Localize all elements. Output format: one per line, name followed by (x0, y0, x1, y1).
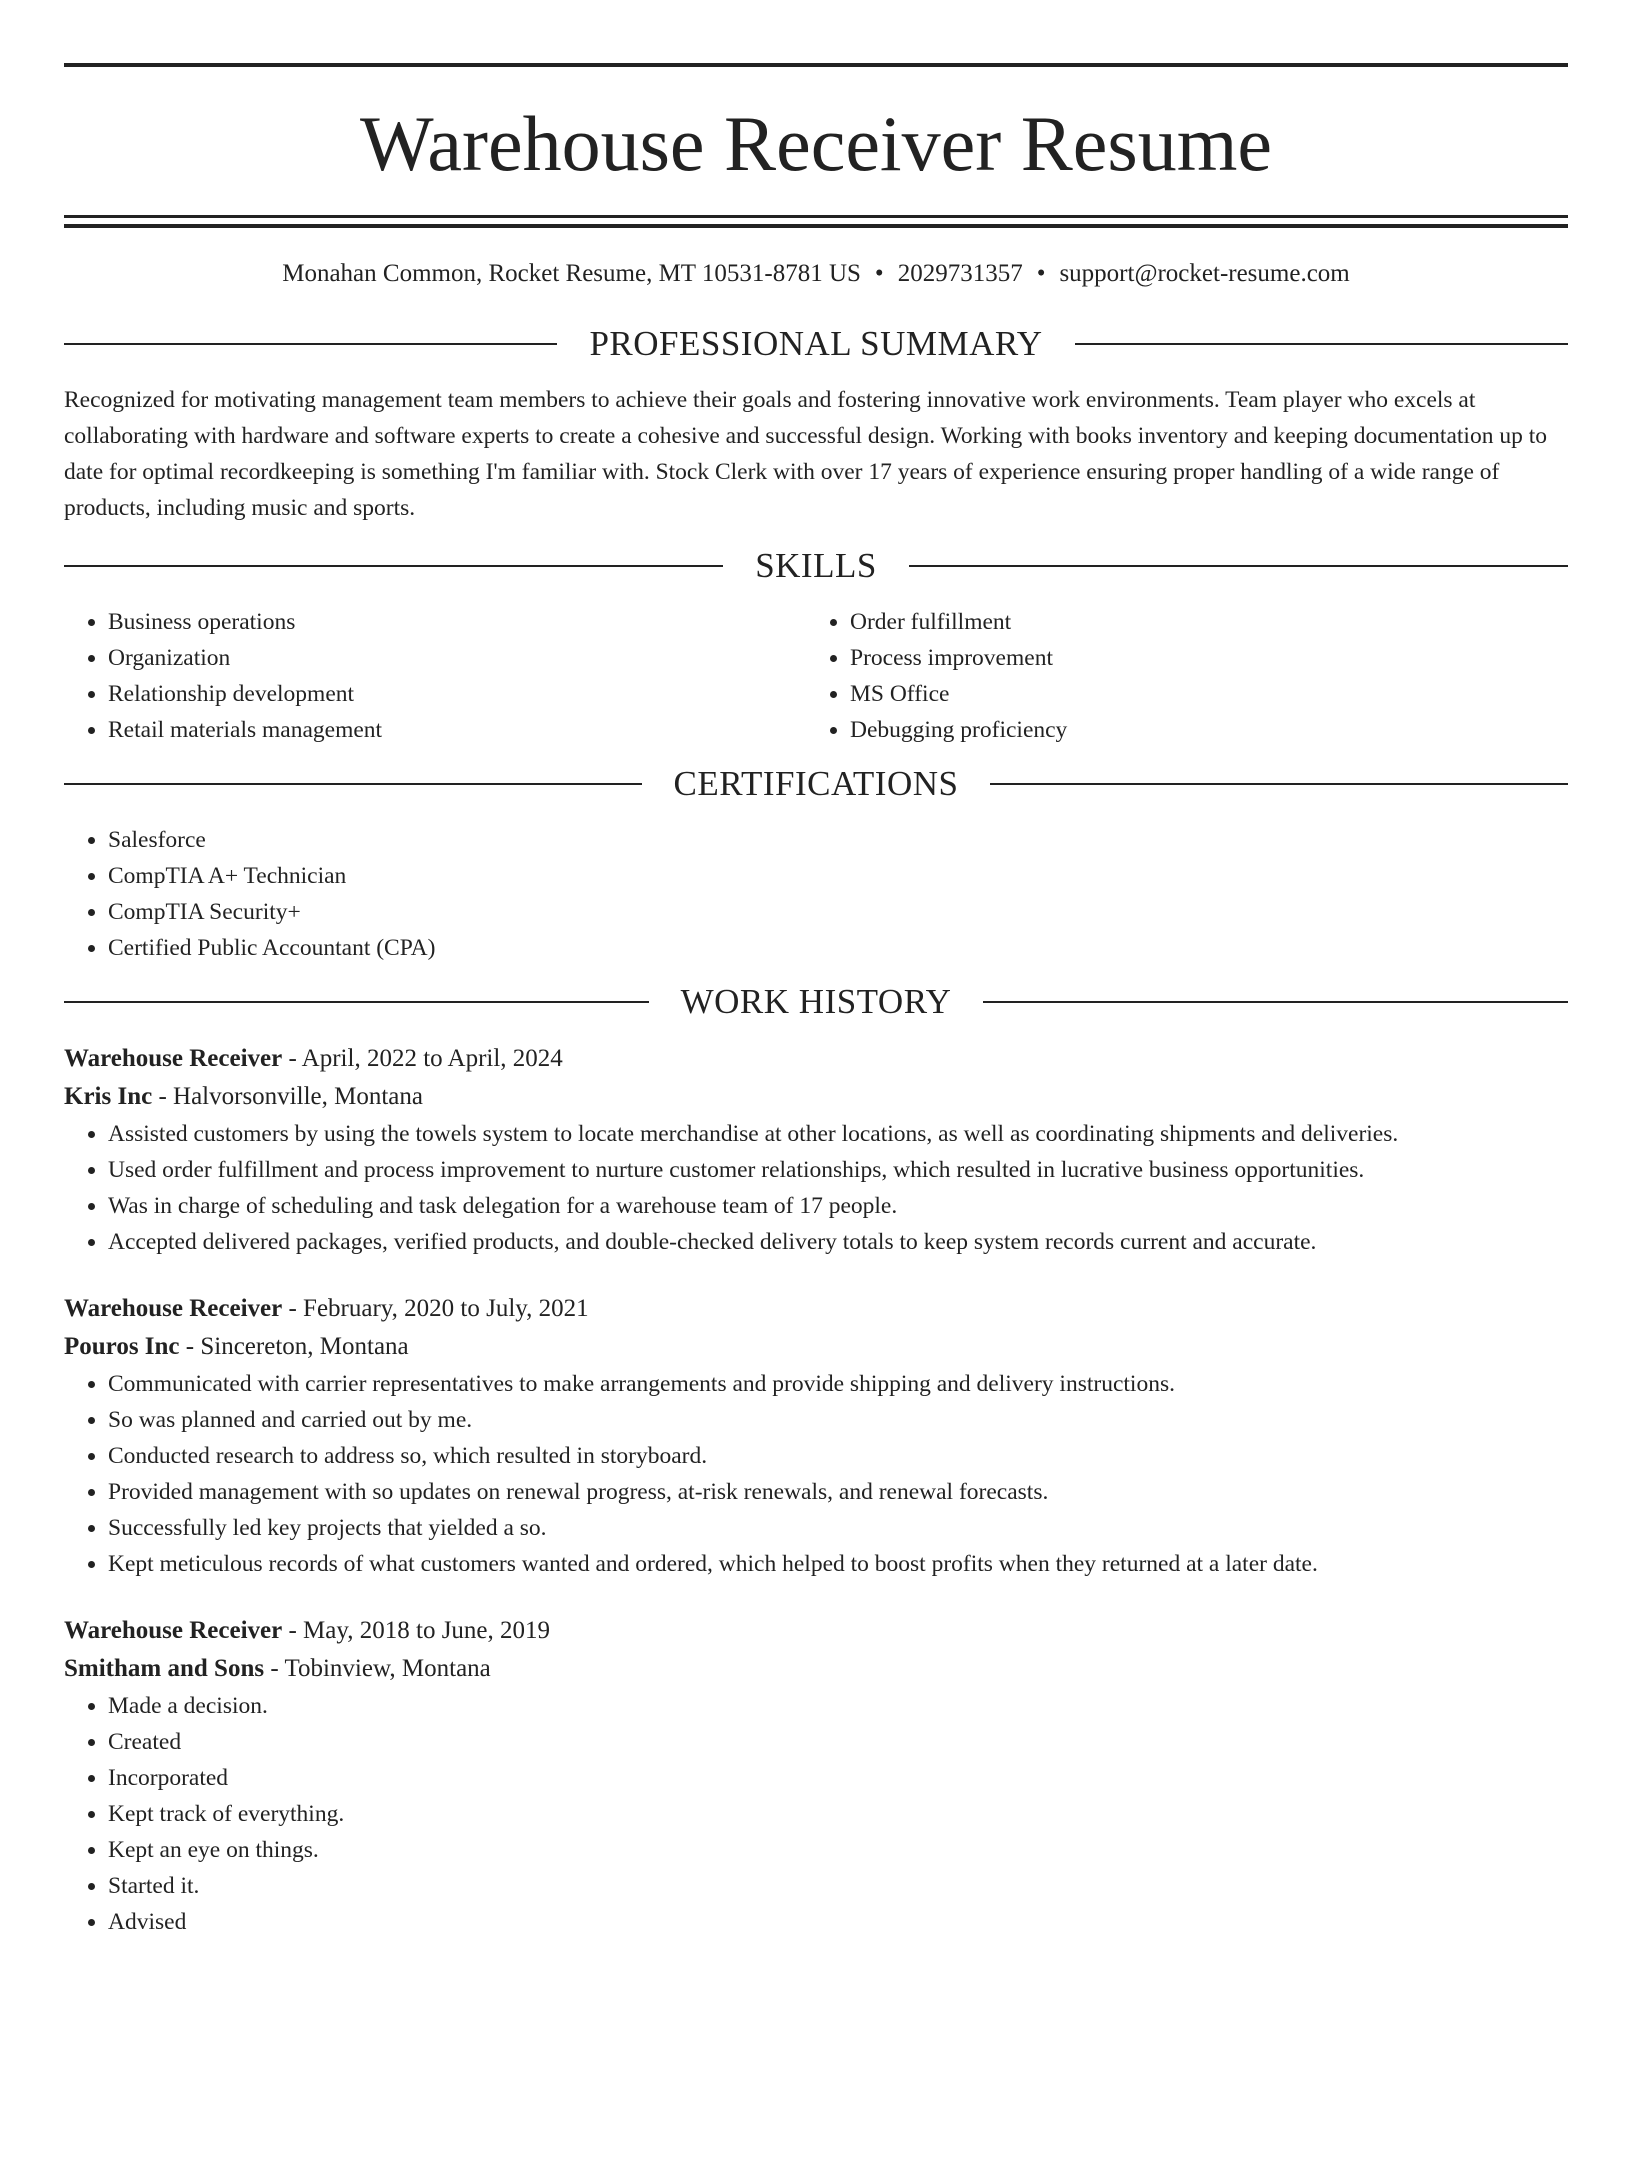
duty-item: • Started it. (108, 1868, 1568, 1904)
section-title: PROFESSIONAL SUMMARY (589, 324, 1043, 363)
duty-item: • Assisted customers by using the towels system to locate merchandise at other locations, as well as coordinating shipments and deliveries. (108, 1116, 1568, 1152)
section-heading-skills (64, 544, 1568, 588)
job-duties (64, 1366, 1568, 1582)
skills-column-left (64, 604, 806, 748)
certification-item: • Salesforce (108, 822, 1568, 858)
resume-page (0, 63, 1632, 2175)
job-dates: - May, 2018 to June, 2019 (282, 1617, 551, 1644)
skill-item: • Relationship development (108, 676, 806, 712)
duty-item: • Incorporated (108, 1760, 1568, 1796)
certification-item: • Certified Public Accountant (CPA) (108, 930, 1568, 966)
job-entry (64, 1612, 1568, 1940)
duty-item: • Accepted delivered packages, verified products, and double-checked delivery totals to keep system records current and accurate. (108, 1224, 1568, 1260)
duty-item: • Kept track of everything. (108, 1796, 1568, 1832)
section-heading-certifications (64, 762, 1568, 806)
section-title: SKILLS (755, 546, 877, 585)
section-heading-summary (64, 322, 1568, 366)
duty-item: • Kept meticulous records of what customers wanted and ordered, which helped to boost profits when they returned at a later date. (108, 1546, 1568, 1582)
job-entry (64, 1040, 1568, 1260)
job-title-line (64, 1040, 1568, 1078)
job-company-line (64, 1328, 1568, 1366)
duty-item: • Made a decision. (108, 1688, 1568, 1724)
heading-rule (990, 783, 1568, 785)
duty-item: • Was in charge of scheduling and task delegation for a warehouse team of 17 people. (108, 1188, 1568, 1224)
job-company: Kris Inc (64, 1083, 153, 1110)
job-location: - Sincereton, Montana (179, 1333, 409, 1360)
duty-item: • Conducted research to address so, which resulted in storyboard. (108, 1438, 1568, 1474)
skill-item: • Debugging proficiency (850, 712, 1548, 748)
contact-separator: • (874, 260, 884, 287)
job-duties (64, 1688, 1568, 1940)
skill-item: • Process improvement (850, 640, 1548, 676)
duty-item: • Created (108, 1724, 1568, 1760)
duty-item: • Used order fulfillment and process improvement to nurture customer relationships, which resulted in lucrative business opportunities. (108, 1152, 1568, 1188)
skill-item: • Organization (108, 640, 806, 676)
duty-item: • Communicated with carrier representatives to make arrangements and provide shipping and delivery instructions. (108, 1366, 1568, 1402)
duty-item: • So was planned and carried out by me. (108, 1402, 1568, 1438)
top-rule (64, 63, 1568, 67)
heading-rule (64, 783, 642, 785)
job-entry (64, 1290, 1568, 1582)
certifications-list (64, 822, 1568, 966)
job-title-line (64, 1290, 1568, 1328)
skills-list (64, 604, 1568, 748)
job-location: - Tobinview, Montana (264, 1655, 491, 1682)
heading-rule (64, 343, 557, 345)
job-dates: - February, 2020 to July, 2021 (282, 1295, 589, 1322)
contact-email: support@rocket-resume.com (1059, 260, 1350, 287)
summary-text: Recognized for motivating management team members to achieve their goals and fostering innovative work environments. Team player who excels at collaborating with hardware and software experts to create a cohesive and successful design. Working with books inventory and keeping documentation up to date for optimal recordkeeping is something I'm familiar with. Stock Clerk with over 17 years of experience ensuring proper handling of a wide range of products, including music and sports. (64, 387, 1547, 521)
section-heading-work-history (64, 980, 1568, 1024)
duty-item: • Kept an eye on things. (108, 1832, 1568, 1868)
contact-line (64, 256, 1568, 292)
job-company: Pouros Inc (64, 1333, 180, 1360)
certification-item: • CompTIA Security+ (108, 894, 1568, 930)
section-title: WORK HISTORY (680, 982, 952, 1021)
heading-rule (983, 1001, 1568, 1003)
job-title: Warehouse Receiver (64, 1295, 283, 1322)
job-title: Warehouse Receiver (64, 1045, 283, 1072)
heading-rule (64, 1001, 649, 1003)
contact-separator: • (1036, 260, 1046, 287)
heading-rule (909, 565, 1568, 567)
duty-item: • Provided management with so updates on renewal progress, at-risk renewals, and renewal forecasts. (108, 1474, 1568, 1510)
skill-item: • Order fulfillment (850, 604, 1548, 640)
certification-item: • CompTIA A+ Technician (108, 858, 1568, 894)
job-location: - Halvorsonville, Montana (152, 1083, 423, 1110)
job-title: Warehouse Receiver (64, 1617, 283, 1644)
title-double-rule (64, 215, 1568, 228)
resume-title: Warehouse Receiver Resume (359, 100, 1272, 187)
job-company-line (64, 1078, 1568, 1116)
contact-address: Monahan Common, Rocket Resume, MT 10531-8781 US (282, 260, 861, 287)
heading-rule (1075, 343, 1568, 345)
section-title: CERTIFICATIONS (673, 764, 959, 803)
job-company-line (64, 1650, 1568, 1688)
contact-phone: 2029731357 (897, 260, 1023, 287)
duty-item: • Successfully led key projects that yielded a so. (108, 1510, 1568, 1546)
duty-item: • Advised (108, 1904, 1568, 1940)
job-duties (64, 1116, 1568, 1260)
job-title-line (64, 1612, 1568, 1650)
heading-rule (64, 565, 723, 567)
skill-item: • MS Office (850, 676, 1548, 712)
skill-item: • Retail materials management (108, 712, 806, 748)
skills-column-right (806, 604, 1548, 748)
job-company: Smitham and Sons (64, 1655, 265, 1682)
skill-item: • Business operations (108, 604, 806, 640)
job-dates: - April, 2022 to April, 2024 (282, 1045, 563, 1072)
